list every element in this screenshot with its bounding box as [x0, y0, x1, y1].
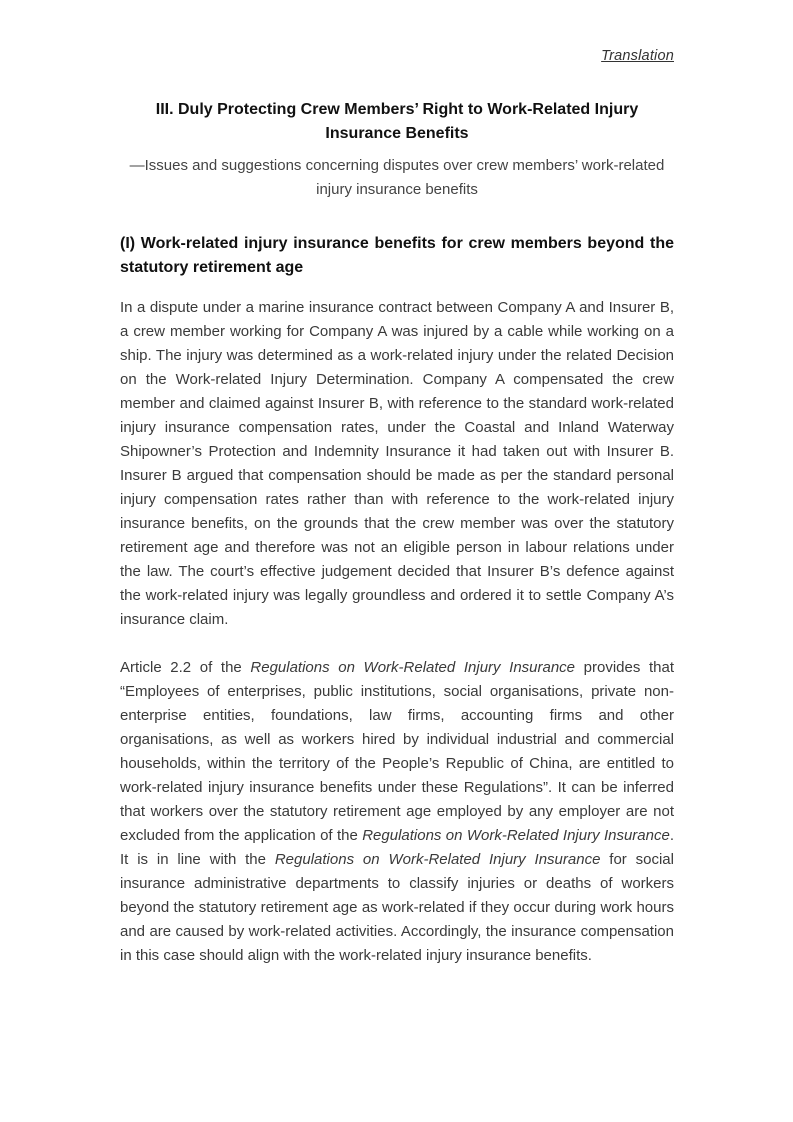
- regulations-title: Regulations on Work-Related Injury Insurance: [274, 851, 601, 868]
- paragraph-legal-analysis: [120, 656, 674, 968]
- regulations-title: Regulations on Work-Related Injury Insurance: [250, 659, 576, 676]
- paragraph-case-summary: In a dispute under a marine insurance contract between Company A and Insurer B, a crew member working for Company A was injured by a cable while working on a ship. The injury was determined as a work-related injury under the related Decision on the Work-related Injury Determination. Company A compensated the crew member and claimed against Insurer B, with reference to the standard work-related injury insurance compensation rates, under the Coastal and Inland Waterway Shipowner’s Protection and Indemnity Insurance it had taken out with Insurer B. Insurer B argued that compensation should be made as per the standard personal injury compensation rates rather than with reference to the work-related injury insurance benefits, on the grounds that the crew member was over the statutory retirement age and therefore was not an eligible person in labour relations under the law. The court’s effective judgement decided that Insurer B’s defence against the work-related injury was legally groundless and ordered it to settle Company A’s insurance claim.: [120, 299, 674, 628]
- paragraph-text-segment: provides that “Employees of enterprises, public institutions, social organisations, private non-enterprise entities, foundations, law firms, accounting firms and other organisations, as well as workers hired by individual industrial and commercial households, within the territory of the People’s Republic of China, are entitled to work-related injury insurance benefits under these Regulations”. It can be inferred that workers over the statutory retirement age employed by any employer are not excluded from the application of the: [120, 659, 674, 844]
- document-subtitle: —Issues and suggestions concerning disputes over crew members’ work-related injury insurance benefits: [129, 157, 665, 198]
- section-heading: (I) Work-related injury insurance benefits for crew members beyond the statutory retirement age: [120, 235, 674, 276]
- paragraph-text-segment: Article 2.2 of the: [120, 659, 251, 676]
- regulations-title: Regulations on Work-Related Injury Insurance: [362, 827, 670, 844]
- translation-label: Translation: [601, 48, 674, 64]
- paragraph-text-segment: . It is in line with the: [120, 827, 675, 868]
- paragraph-text-segment: for social insurance administrative departments to classify injuries or deaths of workers beyond the statutory retirement age as work-related if they occur during work hours and are caused by work-related activities. Accordingly, the insurance compensation in this case should align with the work-related injury insurance benefits.: [120, 851, 674, 964]
- document-title: III. Duly Protecting Crew Members’ Right to Work-Related Injury Insurance Benefits: [155, 101, 639, 142]
